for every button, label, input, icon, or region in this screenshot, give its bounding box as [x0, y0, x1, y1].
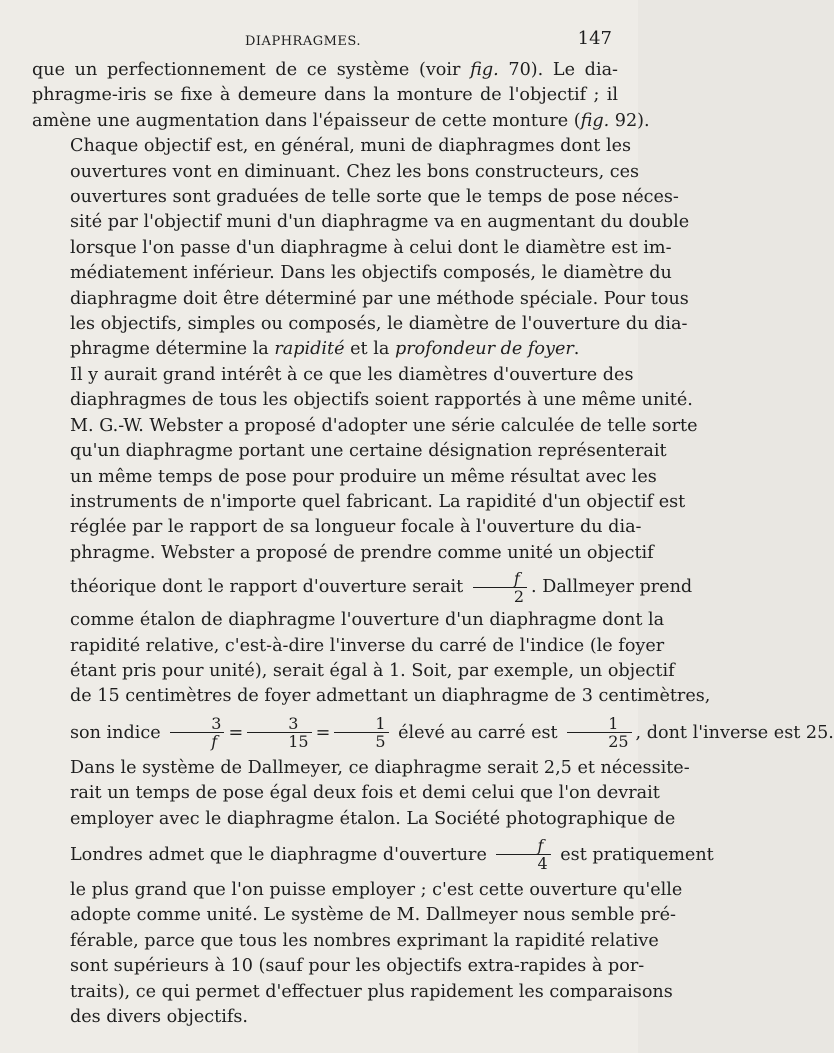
text-line: Dans le système de Dallmeyer, ce diaphragme serait 2,5 et nécessite- [70, 757, 690, 778]
page-number: 147 [577, 28, 612, 49]
text-segment: phragme détermine la [70, 339, 269, 360]
fraction-denominator: 5 [375, 732, 386, 752]
text-line: adopte comme unité. Le système de M. Dallmeyer nous semble pré- [70, 905, 676, 926]
text-line: réglée par le rapport de sa longueur focale à l'ouverture du dia- [70, 517, 642, 538]
paragraph-3 [32, 363, 834, 1031]
text-line: amène une augmentation dans l'épaisseur de cette monture (fig. 92). [32, 110, 650, 131]
text-line-with-fraction [32, 566, 693, 608]
fraction-numerator: 1 [567, 715, 631, 733]
equals-sign: = [228, 722, 244, 743]
text-line: ouvertures vont en diminuant. Chez les bons constructeurs, ces [70, 161, 640, 182]
italic-term-profondeur: profondeur de foyer [394, 339, 574, 360]
text-line: sité par l'objectif muni d'un diaphragme va en augmentant du double [70, 212, 690, 233]
text-segment: Londres admet que le diaphragme d'ouverture [70, 844, 487, 865]
text-line: diaphragme doit être déterminé par une méthode spéciale. Pour tous [70, 288, 689, 309]
text-line: phragme-iris se fixe à demeure dans la monture de l'objectif ; il [32, 85, 618, 106]
text-line: M. G.-W. Webster a proposé d'adopter une série calculée de telle sorte [70, 415, 698, 436]
text-line: comme étalon de diaphragme l'ouverture d'un diaphragme dont la [70, 610, 665, 631]
fraction-1-over-5 [334, 715, 388, 750]
page-header [0, 28, 638, 52]
fraction-numerator: 3 [170, 715, 224, 733]
text-line: ouvertures sont graduées de telle sorte que le temps de pose néces- [70, 187, 679, 208]
fraction-denominator: f [211, 732, 218, 752]
text-line: employer avec le diaphragme étalon. La Société photographique de [70, 808, 676, 829]
text-line: étant pris pour unité), serait égal à 1. Soit, par exemple, un objectif [70, 660, 675, 681]
text-line: sont supérieurs à 10 (sauf pour les objectifs extra-rapides à por- [70, 956, 645, 977]
text-segment: est pratiquement [560, 844, 714, 865]
fraction-denominator: 4 [537, 854, 548, 874]
running-head: DIAPHRAGMES. [245, 34, 361, 49]
fraction-f-over-2 [473, 570, 527, 605]
text-line: le plus grand que l'on puisse employer ; c'est cette ouverture qu'elle [70, 879, 683, 900]
text-segment: son indice [70, 722, 161, 743]
fraction-denominator: 2 [513, 586, 525, 606]
text-line: férable, parce que tous les nombres exprimant la rapidité relative [70, 930, 659, 951]
text-line: les objectifs, simples ou composés, le diamètre de l'ouverture du dia- [70, 314, 688, 335]
text-segment: et la [350, 339, 390, 360]
text-line: que un perfectionnement de ce système (voir fig. 70). Le dia- [32, 60, 619, 80]
fraction-numerator: f [496, 837, 550, 855]
text-line: un même temps de pose pour produire un même résultat avec les [70, 466, 657, 487]
fraction-3-over-15 [247, 715, 311, 750]
text-segment: . [573, 339, 580, 360]
fraction-numerator: 1 [334, 715, 388, 733]
text-line: de 15 centimètres de foyer admettant un diaphragme de 3 centimètres, [70, 686, 711, 707]
text-segment: , dont l'inverse est 25. [635, 722, 834, 743]
paragraph-1 [32, 58, 650, 134]
text-line: rait un temps de pose égal deux fois et demi celui que l'on devrait [70, 783, 660, 804]
paragraph-2 [32, 134, 690, 363]
text-line: instruments de n'importe quel fabricant. La rapidité d'un objectif est [70, 491, 686, 512]
fraction-1-over-25 [567, 715, 631, 750]
text-segment: théorique dont le rapport d'ouverture serait [70, 577, 464, 598]
text-line: Chaque objectif est, en général, muni de diaphragmes dont les [70, 136, 632, 157]
fraction-3-over-f [170, 715, 224, 750]
equals-sign: = [315, 722, 331, 743]
text-line: des divers objectifs. [70, 1007, 248, 1027]
fraction-f-over-4 [496, 837, 550, 872]
fraction-denominator: 25 [608, 732, 629, 752]
text-line: traits), ce qui permet d'effectuer plus rapidement les comparaisons [70, 981, 673, 1002]
text-line-with-fractions [32, 710, 834, 756]
text-line: qu'un diaphragme portant une certaine désignation représenterait [70, 441, 667, 462]
text-segment: élevé au carré est [398, 722, 558, 743]
fraction-numerator: f [473, 570, 527, 588]
text-line: rapidité relative, c'est-à-dire l'inverse du carré de l'indice (le foyer [70, 635, 665, 656]
text-line-with-fraction [32, 832, 714, 878]
text-line [32, 337, 618, 362]
text-line: phragme. Webster a proposé de prendre comme unité un objectif [70, 542, 654, 563]
fraction-denominator: 15 [288, 732, 309, 752]
text-line: lorsque l'on passe d'un diaphragme à celui dont le diamètre est im- [70, 237, 672, 258]
italic-term-rapidite: rapidité [274, 339, 345, 360]
page-body [32, 58, 834, 1030]
text-segment: . Dallmeyer prend [531, 577, 693, 598]
text-line: Il y aurait grand intérêt à ce que les diamètres d'ouverture des [70, 364, 634, 385]
text-line: médiatement inférieur. Dans les objectifs composés, le diamètre du [70, 263, 672, 284]
text-line: diaphragmes de tous les objectifs soient rapportés à une même unité. [70, 390, 693, 411]
fraction-numerator: 3 [247, 715, 311, 733]
